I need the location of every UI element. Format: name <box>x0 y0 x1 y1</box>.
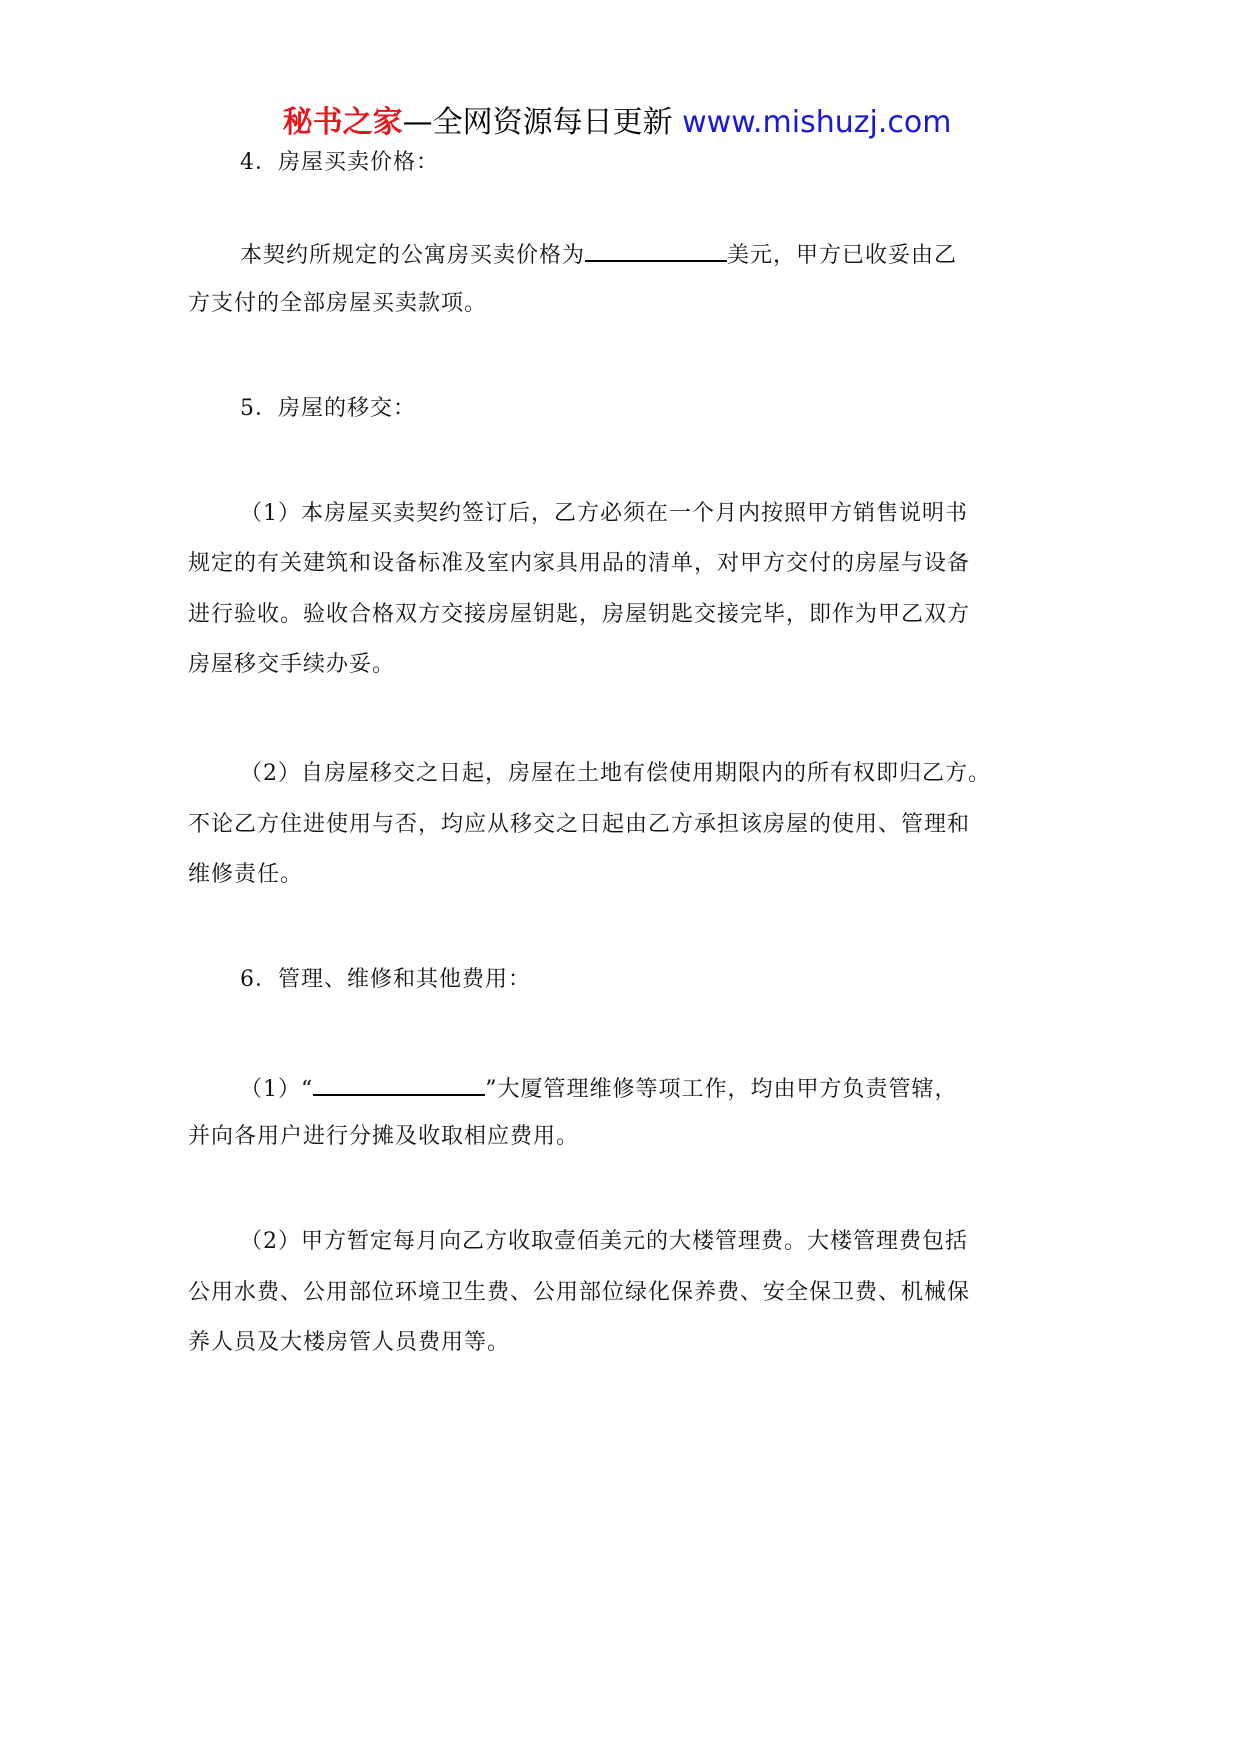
section-5-2-line-3: 维修责任。 <box>188 862 304 887</box>
section-6-1-line-1: （1）“ ”大厦管理维修等项工作，均由甲方负责管辖， <box>240 1072 958 1105</box>
section-5-1-line-3: 进行验收。验收合格双方交接房屋钥匙，房屋钥匙交接完毕，即作为甲乙双方 <box>188 602 971 627</box>
section-5-2-line-1: （2）自房屋移交之日起，房屋在土地有偿使用期限内的所有权即归乙方。 <box>240 761 991 786</box>
building-name-blank <box>313 1072 485 1096</box>
section-6-2-line-1: （2）甲方暂定每月向乙方收取壹佰美元的大楼管理费。大楼管理费包括 <box>240 1229 968 1254</box>
section-4-heading: 4．房屋买卖价格： <box>240 150 439 175</box>
section-5-1-line-2: 规定的有关建筑和设备标准及室内家具用品的清单，对甲方交付的房屋与设备 <box>188 551 971 576</box>
section-5-heading: 5．房屋的移交： <box>240 396 416 421</box>
section-6-2-line-3: 养人员及大楼房管人员费用等。 <box>188 1330 511 1355</box>
section-5-1-line-1: （1）本房屋买卖契约签订后，乙方必须在一个月内按照甲方销售说明书 <box>240 501 968 526</box>
site-tagline: —全网资源每日更新 <box>402 105 683 140</box>
section-5-2-line-2: 不论乙方住进使用与否，均应从移交之日起由乙方承担该房屋的使用、管理和 <box>188 812 971 837</box>
section-5-1-line-4: 房屋移交手续办妥。 <box>188 652 396 677</box>
section-4-paragraph-line-2: 方支付的全部房屋买卖款项。 <box>188 291 488 316</box>
section-4-paragraph-line-1: 本契约所规定的公寓房买卖价格为 美元，甲方已收妥由乙 <box>240 238 957 271</box>
site-url-link[interactable]: www.mishuzj.com <box>682 105 952 140</box>
site-banner <box>0 103 1234 143</box>
section-6-1-line-2: 并向各用户进行分摊及收取相应费用。 <box>188 1124 580 1149</box>
site-brand: 秘书之家 <box>282 105 403 140</box>
price-blank <box>585 238 727 262</box>
section-6-2-line-2: 公用水费、公用部位环境卫生费、公用部位绿化保养费、安全保卫费、机械保 <box>188 1280 971 1305</box>
section-6-heading: 6．管理、维修和其他费用： <box>240 967 531 992</box>
